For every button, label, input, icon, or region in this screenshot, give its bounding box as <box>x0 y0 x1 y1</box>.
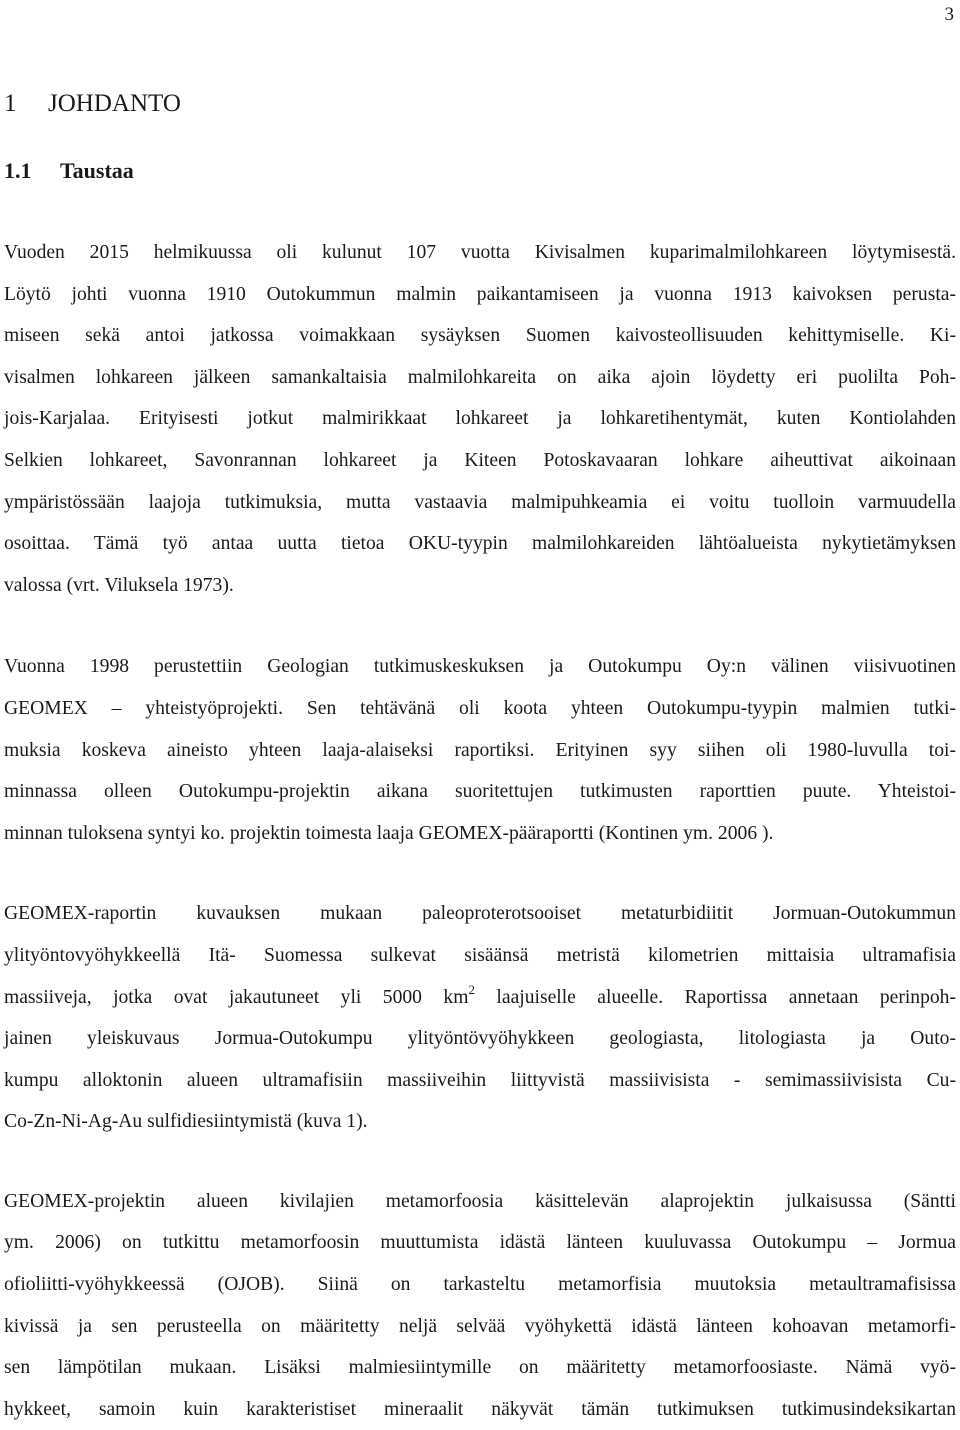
text-line-with-superscript <box>4 977 956 1019</box>
page-number: 3 <box>944 4 954 25</box>
text-line: Selkien lohkareet, Savonrannan lohkareet ja Kiteen Potoskavaaran lohkare aiheuttivat aikoinaan <box>4 449 956 471</box>
text-line: GEOMEX-raportin kuvauksen mukaan paleoproterotsooiset metaturbidiitit Jormuan-Outokummun <box>4 903 956 925</box>
text-fragment: laajuiselle alueelle. Raportissa annetaan perinpoh- <box>474 986 956 1008</box>
paragraph-1 <box>4 232 956 606</box>
text-line: osoittaa. Tämä työ antaa uutta tietoa OKU-tyypin malmilohkareiden lähtöalueista nykytietämyksen <box>4 533 956 555</box>
text-line: hykkeet, samoin kuin karakteristiset mineraalit näkyvät tämän tutkimuksen tutkimusindeksikartan <box>4 1398 956 1420</box>
text-line: Löytö johti vuonna 1910 Outokummun malmin paikantamiseen ja vuonna 1913 kaivoksen perusta- <box>4 283 956 305</box>
text-line: ylityöntovyöhykkeellä Itä- Suomessa sulkevat sisäänsä metristä kilometrien mittaisia ultramafisia <box>4 944 956 966</box>
text-line: valossa (vrt. Viluksela 1973). <box>4 574 234 596</box>
text-line: Vuoden 2015 helmikuussa oli kulunut 107 vuotta Kivisalmen kuparimalmilohkareen löytymisestä. <box>4 242 956 263</box>
text-fragment: massiiveja, jotka ovat jakautuneet yli 5000 km <box>4 986 469 1008</box>
section-title: Taustaa <box>60 158 134 183</box>
text-line: kivissä ja sen perusteella on määritetty neljä selvää vyöhykettä idästä länteen kohoavan metamorfi- <box>4 1315 956 1337</box>
text-line: sen lämpötilan mukaan. Lisäksi malmiesiintymille on määritetty metamorfoosiaste. Nämä vyö- <box>4 1357 956 1379</box>
text-line: Co-Zn-Ni-Ag-Au sulfidiesiintymistä (kuva 1). <box>4 1111 368 1133</box>
chapter-title: JOHDANTO <box>48 90 181 117</box>
chapter-number: 1 <box>4 90 17 117</box>
section-number: 1.1 <box>4 158 32 183</box>
text-line: minnassa olleen Outokumpu-projektin aikana suoritettujen tutkimusten raporttien puute. Yhteistoi- <box>4 781 956 803</box>
text-line: GEOMEX-projektin alueen kivilajien metamorfoosia käsittelevän alaprojektin julkaisussa (Säntti <box>4 1190 956 1212</box>
text-line: jainen yleiskuvaus Jormua-Outokumpu ylityöntövyöhykkeen geologiasta, litologiasta ja Outo- <box>4 1028 956 1050</box>
superscript: 2 <box>468 981 475 997</box>
text-line: GEOMEX – yhteistyöprojekti. Sen tehtävänä oli koota yhteen Outokumpu-tyypin malmien tutki- <box>4 697 956 719</box>
body-text <box>4 232 956 1430</box>
paragraph-2 <box>4 646 956 854</box>
paragraph-4 <box>4 1181 956 1430</box>
text-line: muksia koskeva aineisto yhteen laaja-alaiseksi raportiksi. Erityinen syy siihen oli 1980-luvulla toi- <box>4 739 956 761</box>
text-line: ym. 2006) on tutkittu metamorfoosin muuttumista idästä länteen kuuluvassa Outokumpu – Jormua <box>4 1232 956 1254</box>
paragraph-3 <box>4 893 956 1143</box>
section-heading <box>4 158 134 184</box>
text-line: ofioliitti-vyöhykkeessä (OJOB). Siinä on tarkasteltu metamorfisia muutoksia metaultramafisissa <box>4 1274 956 1296</box>
text-line: kumpu alloktonin alueen ultramafisiin massiiveihin liittyvistä massiivisista - semimassiivisista Cu- <box>4 1069 956 1091</box>
chapter-heading <box>4 90 181 118</box>
text-line: ympäristössään laajoja tutkimuksia, mutta vastaavia malmipuhkeamia ei voitu tuolloin varmuudella <box>4 491 956 513</box>
text-line: Vuonna 1998 perustettiin Geologian tutkimuskeskuksen ja Outokumpu Oy:n välinen viisivuotinen <box>4 656 956 678</box>
text-line: visalmen lohkareen jälkeen samankaltaisia malmilohkareita on aika ajoin löydetty eri puolilta Poh- <box>4 366 956 388</box>
text-line: jois-Karjalaa. Erityisesti jotkut malmirikkaat lohkareet ja lohkaretihentymät, kuten Kontiolahden <box>4 408 956 430</box>
text-line: minnan tuloksena syntyi ko. projektin toimesta laaja GEOMEX-pääraportti (Kontinen ym. 2006 ). <box>4 822 774 844</box>
text-line: miseen sekä antoi jatkossa voimakkaan sysäyksen Suomen kaivosteollisuuden kehittymiselle. Ki- <box>4 325 956 347</box>
